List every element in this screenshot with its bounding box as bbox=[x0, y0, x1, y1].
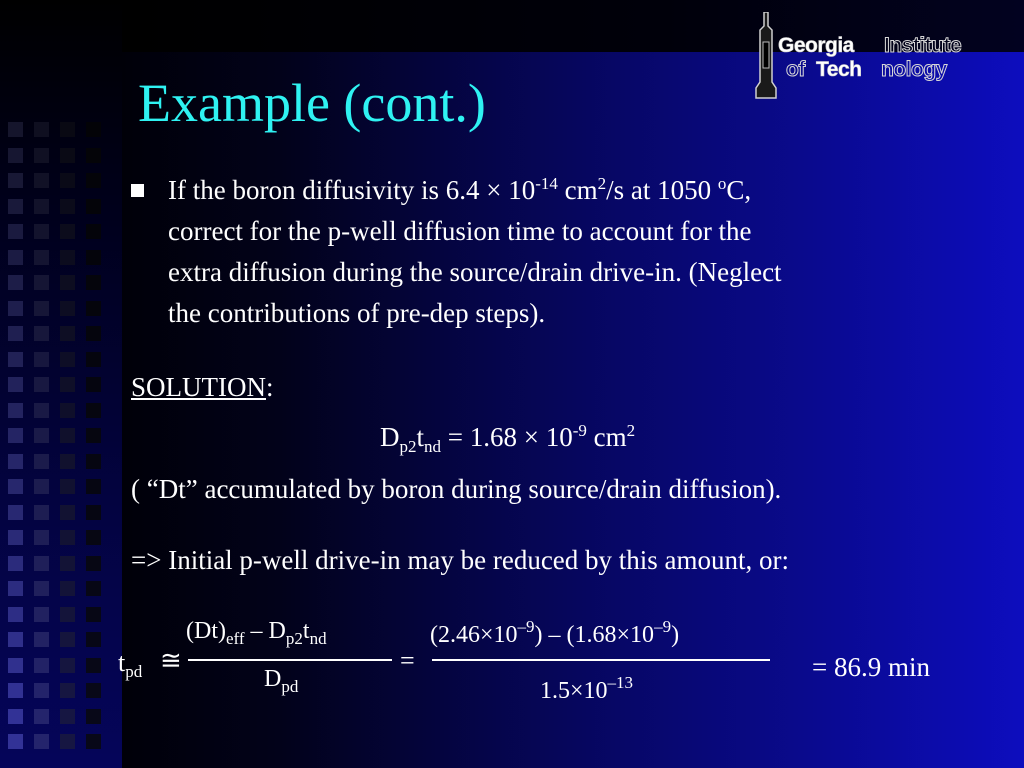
decorative-square bbox=[34, 148, 49, 163]
decorative-square bbox=[60, 709, 75, 724]
decorative-square bbox=[8, 530, 23, 545]
decorative-square bbox=[60, 326, 75, 341]
fraction1-denominator: $D_{pd}$ bbox=[264, 666, 299, 696]
fraction1-bar bbox=[188, 659, 392, 661]
decorative-square bbox=[86, 148, 101, 163]
solution-heading: SOLUTION: bbox=[131, 372, 274, 402]
decorative-square bbox=[8, 479, 23, 494]
decorative-square bbox=[86, 556, 101, 571]
decorative-square bbox=[86, 352, 101, 367]
decorative-square bbox=[86, 734, 101, 749]
decorative-square bbox=[34, 632, 49, 647]
decorative-square bbox=[60, 403, 75, 418]
bullet-line-1: If the boron diffusivity is $6.4 \times 10^{-14}$ $cm^2/s$ at 1050 $^o$C, bbox=[168, 174, 752, 205]
decorative-square bbox=[60, 301, 75, 316]
formula-lhs: $t_{pd}$ bbox=[118, 648, 143, 681]
decorative-square bbox=[8, 173, 23, 188]
decorative-square bbox=[34, 173, 49, 188]
decorative-square-column bbox=[0, 0, 122, 768]
decorative-square bbox=[60, 479, 75, 494]
decorative-square bbox=[60, 632, 75, 647]
decorative-square bbox=[34, 530, 49, 545]
decorative-square bbox=[86, 301, 101, 316]
decorative-square bbox=[34, 301, 49, 316]
decorative-square bbox=[8, 224, 23, 239]
decorative-square bbox=[86, 530, 101, 545]
decorative-square bbox=[86, 173, 101, 188]
fraction2-numerator: $(2.46\times 10^{-9}) - (1.68\times 10^{-9})$ bbox=[430, 617, 680, 648]
decorative-square bbox=[8, 709, 23, 724]
decorative-square bbox=[34, 275, 49, 290]
decorative-square bbox=[34, 250, 49, 265]
decorative-square bbox=[60, 607, 75, 622]
fraction2-bar bbox=[432, 659, 770, 661]
decorative-square bbox=[8, 122, 23, 137]
decorative-square bbox=[60, 352, 75, 367]
decorative-square bbox=[34, 224, 49, 239]
decorative-square bbox=[34, 377, 49, 392]
decorative-square bbox=[86, 709, 101, 724]
decorative-square bbox=[60, 428, 75, 443]
decorative-square bbox=[34, 683, 49, 698]
decorative-square bbox=[8, 505, 23, 520]
logo-tech: Tech bbox=[816, 58, 862, 81]
dt-note: ( “Dt” accumulated by boron during source/drain diffusion). bbox=[131, 474, 782, 504]
decorative-square bbox=[8, 581, 23, 596]
logo-nology: nology bbox=[881, 58, 947, 81]
formula-equals: = bbox=[400, 646, 415, 675]
logo-of: of bbox=[786, 58, 805, 81]
decorative-square bbox=[60, 224, 75, 239]
logo-institute: Institute bbox=[884, 34, 962, 57]
decorative-square bbox=[34, 709, 49, 724]
decorative-square bbox=[86, 658, 101, 673]
decorative-square bbox=[8, 326, 23, 341]
decorative-square bbox=[86, 326, 101, 341]
decorative-square bbox=[8, 607, 23, 622]
decorative-square bbox=[8, 275, 23, 290]
slide-title: Example (cont.) bbox=[138, 73, 486, 133]
decorative-square bbox=[60, 658, 75, 673]
decorative-square bbox=[86, 454, 101, 469]
decorative-square bbox=[8, 658, 23, 673]
decorative-square bbox=[86, 683, 101, 698]
decorative-square bbox=[86, 275, 101, 290]
decorative-square bbox=[8, 352, 23, 367]
decorative-square bbox=[60, 250, 75, 265]
decorative-square bbox=[34, 658, 49, 673]
bullet-line-3: extra diffusion during the source/drain drive-in. (Neglect bbox=[168, 257, 782, 287]
georgia-tech-logo bbox=[752, 12, 1014, 102]
decorative-square bbox=[86, 428, 101, 443]
decorative-square bbox=[34, 479, 49, 494]
decorative-square bbox=[8, 377, 23, 392]
decorative-square bbox=[34, 122, 49, 137]
decorative-square bbox=[60, 683, 75, 698]
decorative-square bbox=[60, 275, 75, 290]
decorative-square bbox=[60, 581, 75, 596]
result-value: = 86.9 min bbox=[812, 652, 930, 682]
decorative-square bbox=[86, 122, 101, 137]
decorative-square bbox=[8, 556, 23, 571]
bullet-square-icon bbox=[131, 184, 144, 197]
decorative-square bbox=[8, 199, 23, 214]
approx-symbol: ≅ bbox=[160, 646, 182, 675]
decorative-square bbox=[86, 224, 101, 239]
decorative-square bbox=[86, 250, 101, 265]
decorative-square bbox=[60, 377, 75, 392]
decorative-square bbox=[8, 148, 23, 163]
decorative-square bbox=[86, 199, 101, 214]
decorative-square bbox=[60, 122, 75, 137]
decorative-square bbox=[34, 326, 49, 341]
decorative-square bbox=[60, 173, 75, 188]
decorative-square bbox=[8, 301, 23, 316]
decorative-square bbox=[34, 505, 49, 520]
decorative-square bbox=[34, 454, 49, 469]
decorative-square bbox=[8, 428, 23, 443]
decorative-square bbox=[86, 377, 101, 392]
decorative-square bbox=[60, 148, 75, 163]
decorative-square bbox=[86, 479, 101, 494]
decorative-square bbox=[60, 734, 75, 749]
decorative-square bbox=[34, 403, 49, 418]
decorative-square bbox=[8, 734, 23, 749]
fraction1-numerator: $(Dt)_{eff} - D_{p2}t_{nd}$ bbox=[186, 618, 327, 648]
bullet-line-4: the contributions of pre-dep steps). bbox=[168, 298, 546, 328]
decorative-square bbox=[60, 530, 75, 545]
bullet-line-2: correct for the p-well diffusion time to account for the bbox=[168, 216, 752, 246]
decorative-square bbox=[8, 632, 23, 647]
decorative-square bbox=[34, 352, 49, 367]
decorative-square bbox=[34, 607, 49, 622]
decorative-square bbox=[34, 199, 49, 214]
decorative-square bbox=[8, 683, 23, 698]
conclusion-line: => Initial p-well drive-in may be reduced by this amount, or: bbox=[131, 545, 790, 575]
decorative-square bbox=[34, 581, 49, 596]
fraction2-denominator: $1.5\times 10^{-13}$ bbox=[540, 673, 634, 704]
decorative-square bbox=[60, 556, 75, 571]
decorative-square bbox=[86, 403, 101, 418]
decorative-square bbox=[8, 403, 23, 418]
decorative-square bbox=[60, 199, 75, 214]
bullet-paragraph bbox=[168, 170, 988, 334]
decorative-square bbox=[8, 250, 23, 265]
decorative-square bbox=[86, 581, 101, 596]
decorative-square bbox=[34, 428, 49, 443]
decorative-square bbox=[8, 454, 23, 469]
decorative-square bbox=[86, 505, 101, 520]
logo-georgia: Georgia bbox=[778, 34, 854, 57]
decorative-square bbox=[34, 556, 49, 571]
decorative-square bbox=[86, 632, 101, 647]
decorative-square bbox=[86, 607, 101, 622]
dt-equation: $D_{p2}t_{nd} = 1.68 \times 10^{-9}$ $cm^2$ bbox=[380, 421, 636, 456]
decorative-square bbox=[34, 734, 49, 749]
decorative-square bbox=[60, 454, 75, 469]
decorative-square bbox=[60, 505, 75, 520]
